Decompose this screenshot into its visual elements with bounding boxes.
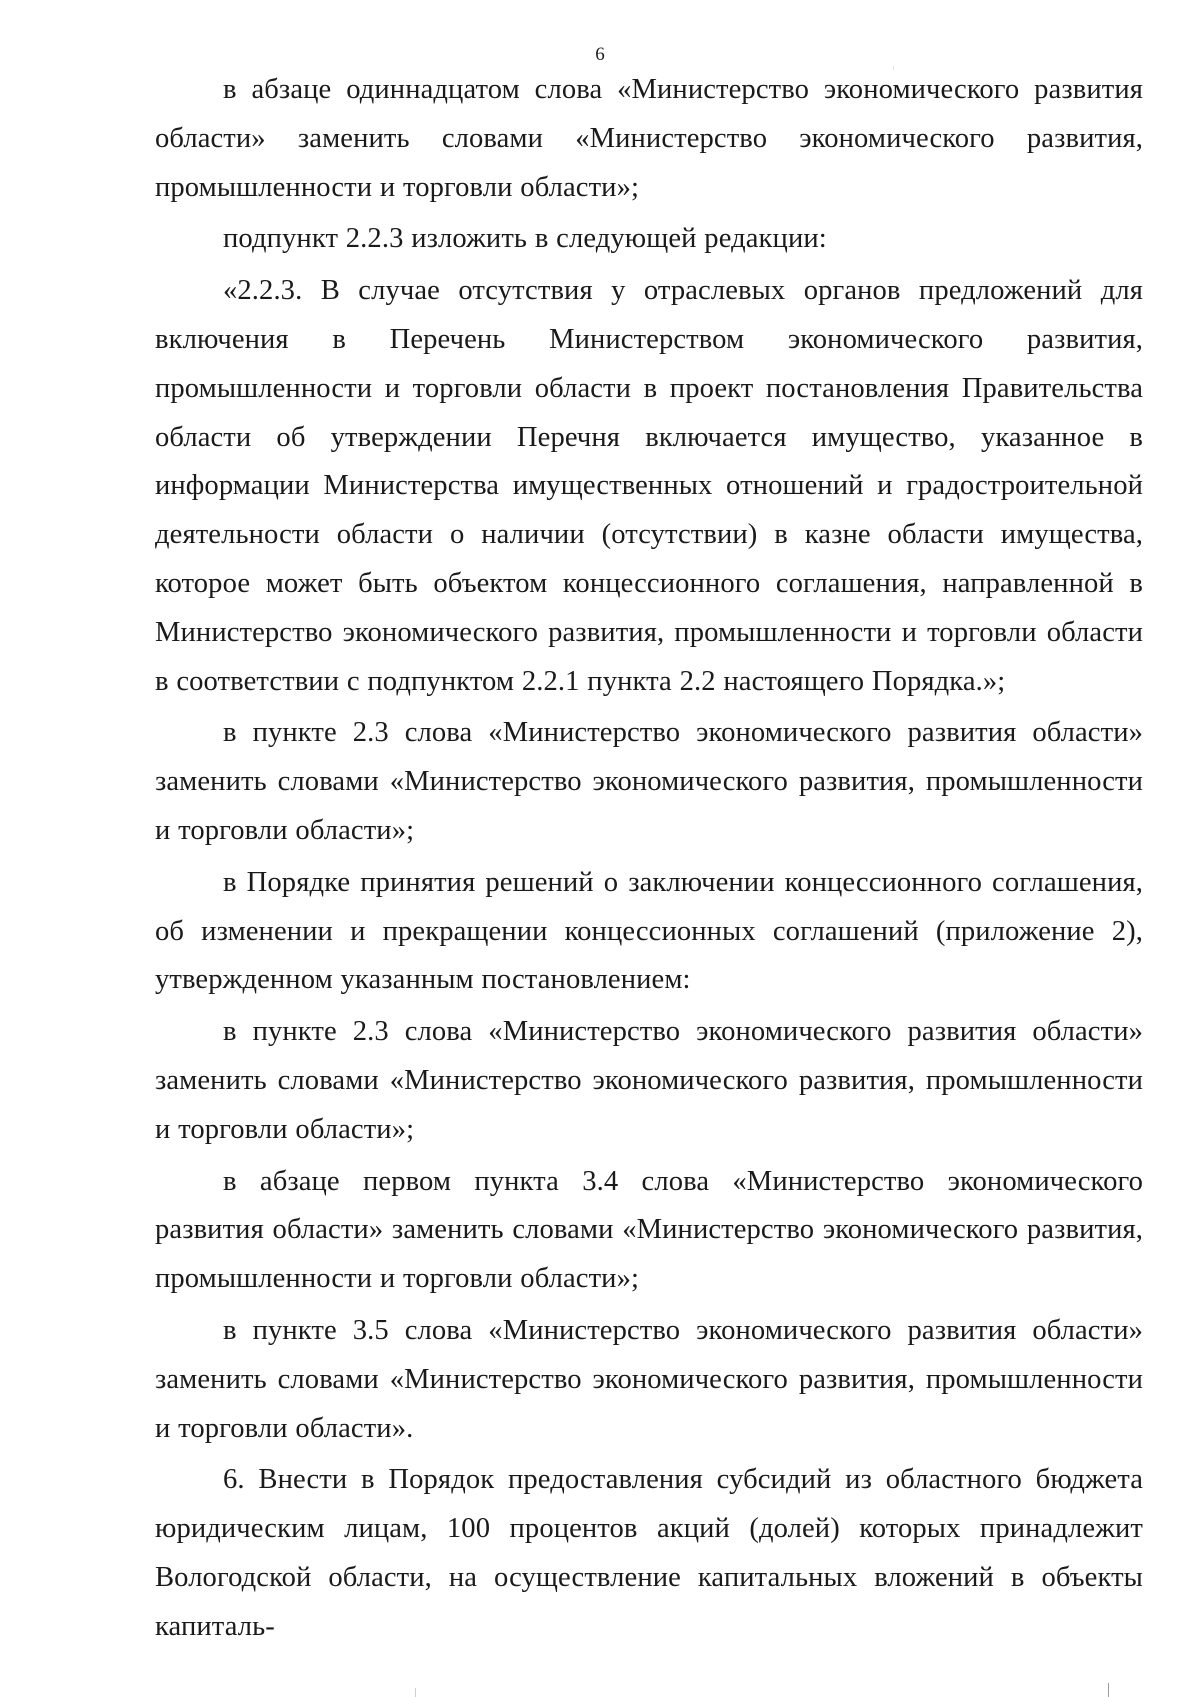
paragraph-subitem-2-2-3-intro: подпункт 2.2.3 изложить в следующей редакции: (223, 223, 827, 255)
paragraph-concession-item-2-3: в пункте 2.3 слова «Министерство экономического развития области» заменить словами «Министерство экономического развития, промышленности и торговли области»; (155, 1016, 1143, 1145)
paragraph-concession-order-intro: в Порядке принятия решений о заключении концессионного соглашения, об изменении и прекращении концессионных соглашений (приложение 2), утвержденном указанным постановлением: (155, 866, 1143, 996)
document-body (155, 66, 1143, 1655)
paragraph-amendment-11th-paragraph: в абзаце одиннадцатом слова «Министерство экономического развития области» заменить словами «Министерство экономического развития, промышленности и торговли области»; (155, 74, 1143, 203)
paragraph-concession-item-3-5: в пункте 3.5 слова «Министерство экономического развития области» заменить словами «Министерство экономического развития, промышленности и торговли области». (155, 1314, 1143, 1444)
scan-artifact-mark (415, 1688, 416, 1697)
scan-artifact-mark (893, 66, 894, 70)
paragraph-concession-item-3-4: в абзаце первом пункта 3.4 слова «Министерство экономического развития области» заменить словами «Министерство экономического развития, промышленности и торговли области»; (155, 1165, 1143, 1295)
page-number: 6 (595, 44, 605, 65)
scan-artifact-mark (1108, 1683, 1109, 1697)
paragraph-item-6-subsidies: 6. Внести в Порядок предоставления субсидий из областного бюджета юридическим лицам, 100 процентов акций (долей) которых принадлежит Вологодской области, на осуществление капитальных вложений в объекты капиталь- (155, 1464, 1143, 1642)
paragraph-item-2-3-amendment: в пункте 2.3 слова «Министерство экономического развития области» заменить словами «Министерство экономического развития, промышленности и торговли области»; (155, 717, 1143, 846)
paragraph-subitem-2-2-3-text: «2.2.3. В случае отсутствия у отраслевых органов предложений для включения в Перечень Министерством экономического развития, промышленности и торговли области в проект постановления Правительства области об утверждении Перечня включается имущество, указанное в информации Министерства имущественных отношений и градостроительной деятельности области о наличии (отсутствии) в казне области имущества, которое может быть объектом концессионного соглашения, направленной в Министерство экономического развития, промышленности и торговли области в соответствии с подпунктом 2.2.1 пункта 2.2 настоящего Порядка.»; (155, 275, 1143, 697)
